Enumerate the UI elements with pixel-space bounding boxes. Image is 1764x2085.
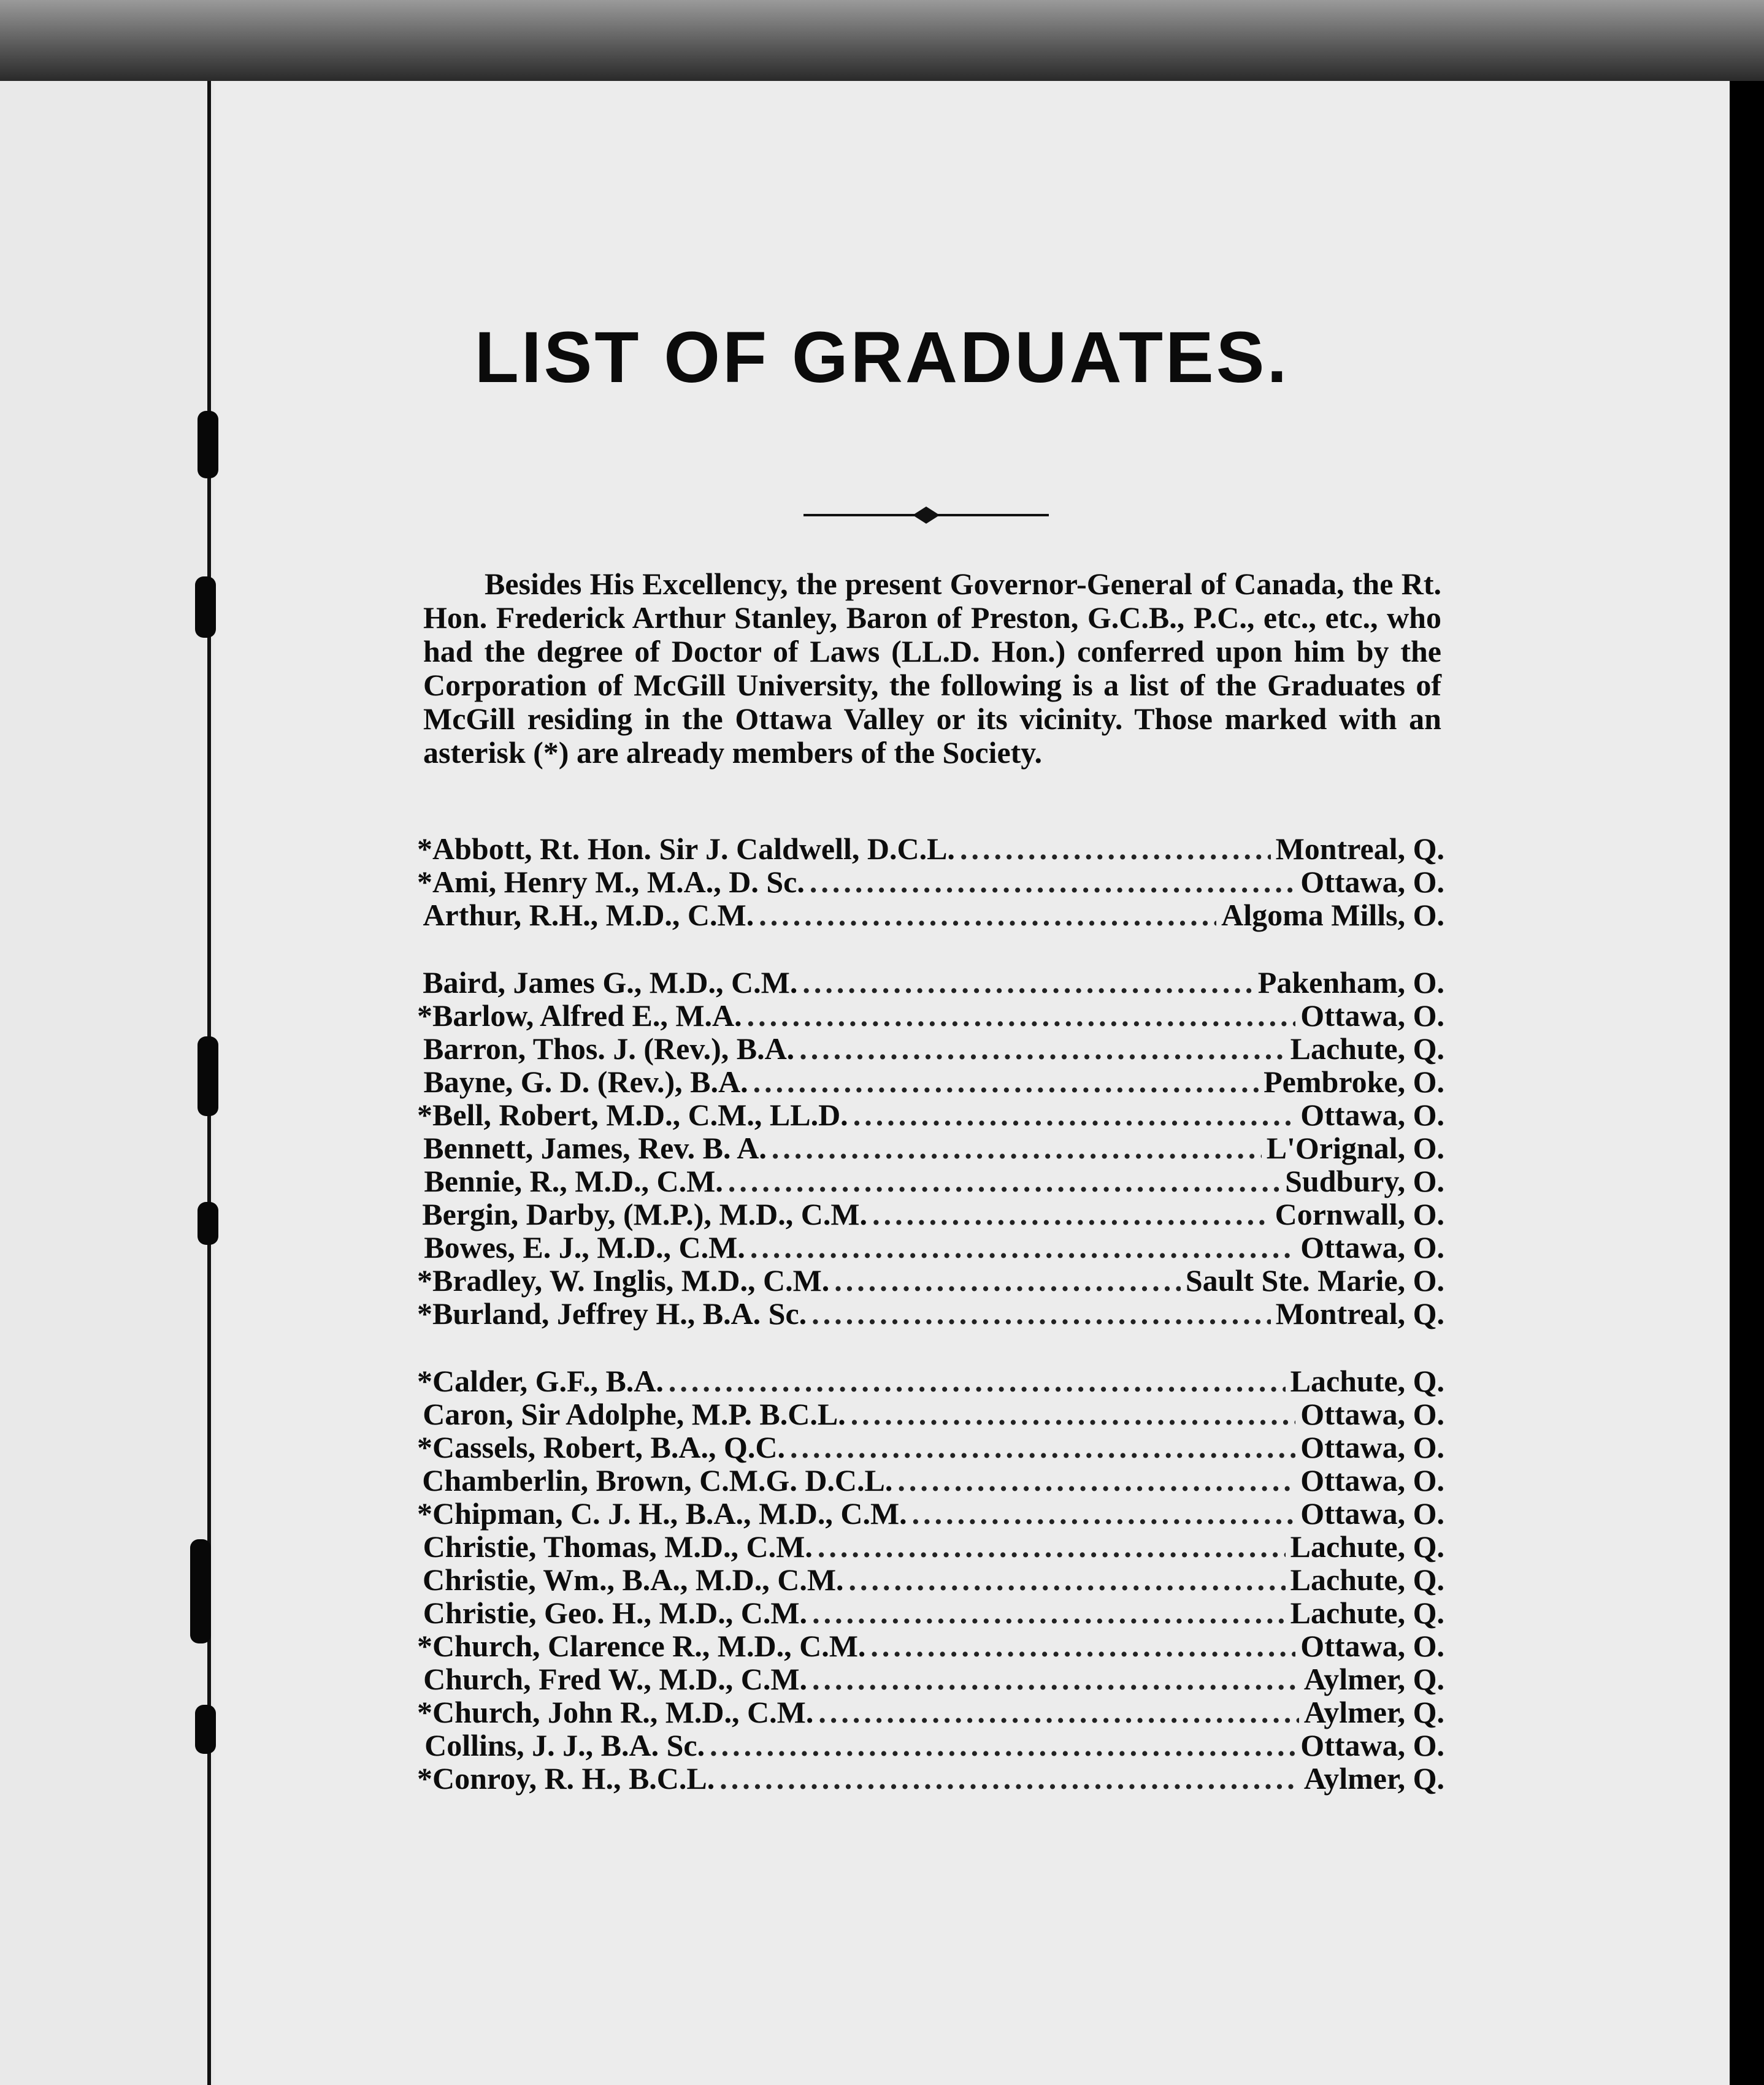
dot-leader (849, 1562, 1286, 1597)
dot-leader (853, 1097, 1296, 1133)
graduate-name: Caron, Sir Adolphe, M.P. B.C.L. (423, 1397, 846, 1431)
dot-leader (747, 998, 1296, 1033)
member-asterisk: * (417, 1761, 432, 1796)
member-asterisk: * (417, 865, 432, 899)
graduate-entry (417, 1496, 1444, 1529)
graduate-location: Aylmer, Q. (1303, 1695, 1444, 1729)
binding-mark (195, 1705, 216, 1754)
graduate-name: Bradley, W. Inglis, M.D., C.M. (432, 1263, 830, 1298)
member-asterisk: * (417, 1296, 432, 1331)
graduate-entry (417, 1529, 1444, 1562)
dot-leader (719, 1761, 1299, 1796)
graduate-entry (417, 1761, 1444, 1794)
graduate-location: Ottawa, O. (1300, 1397, 1444, 1431)
graduate-name: Barron, Thos. J. (Rev.), B.A. (423, 1031, 795, 1066)
graduate-location: Pembroke, O. (1264, 1065, 1444, 1099)
dot-leader (772, 1130, 1262, 1166)
dot-leader (870, 1628, 1295, 1664)
binding-mark (197, 411, 218, 478)
graduate-name: Chipman, C. J. H., B.A., M.D., C.M. (432, 1496, 907, 1531)
graduate-location: Sault Ste. Marie, O. (1185, 1263, 1444, 1298)
graduate-location: Ottawa, O. (1300, 1098, 1444, 1132)
dot-leader (811, 1296, 1270, 1331)
graduate-entry (417, 1163, 1444, 1196)
graduate-location: Cornwall, O. (1275, 1197, 1444, 1231)
graduate-entry (417, 1230, 1444, 1263)
graduate-entry (417, 897, 1444, 930)
graduate-name: Bayne, G. D. (Rev.), B.A. (423, 1065, 748, 1099)
dot-leader (960, 831, 1271, 867)
dot-leader (834, 1263, 1181, 1298)
graduate-location: Ottawa, O. (1300, 1230, 1444, 1264)
graduate-location: Ottawa, O. (1300, 865, 1444, 899)
graduate-name: Church, John R., M.D., C.M. (432, 1695, 814, 1729)
member-asterisk: * (417, 1430, 432, 1464)
member-asterisk: * (417, 832, 432, 866)
graduate-location: Ottawa, O. (1300, 1629, 1444, 1663)
graduate-entry (417, 831, 1444, 864)
graduate-location: Algoma Mills, O. (1221, 898, 1444, 932)
graduate-entry (417, 1661, 1444, 1694)
graduate-location: Sudbury, O. (1285, 1164, 1444, 1198)
graduate-name: Church, Clarence R., M.D., C.M. (432, 1629, 866, 1663)
graduate-entry (417, 1363, 1444, 1396)
graduate-entry (417, 1263, 1444, 1296)
graduate-entry (417, 1562, 1444, 1595)
graduate-location: Lachute, Q. (1290, 1031, 1444, 1066)
graduate-location: Lachute, Q. (1290, 1563, 1444, 1597)
graduate-location: Aylmer, Q. (1303, 1761, 1444, 1796)
graduate-name: Calder, G.F., B.A. (432, 1364, 664, 1398)
graduate-entry (417, 998, 1444, 1031)
dot-leader (897, 1463, 1295, 1498)
graduate-entry (417, 1628, 1444, 1661)
dot-leader (818, 1529, 1286, 1564)
graduate-name: Burland, Jeffrey H., B.A. Sc. (432, 1296, 807, 1331)
graduate-name: Barlow, Alfred E., M.A. (432, 998, 742, 1033)
graduate-entry (417, 1064, 1444, 1097)
page-title: LIST OF GRADUATES. (474, 317, 1290, 398)
dot-leader (753, 1064, 1259, 1100)
binding-mark (197, 1036, 218, 1116)
graduate-entry (417, 1727, 1444, 1761)
graduate-name: Church, Fred W., M.D., C.M. (423, 1662, 808, 1696)
graduate-name: Bergin, Darby, (M.P.), M.D., C.M. (422, 1197, 868, 1231)
dot-leader (759, 897, 1216, 933)
member-asterisk: * (417, 998, 432, 1033)
dot-leader (710, 1727, 1295, 1763)
graduate-location: Ottawa, O. (1300, 1496, 1444, 1531)
graduate-entry (417, 1595, 1444, 1628)
binding-mark (195, 576, 216, 638)
graduate-location: Lachute, Q. (1290, 1364, 1444, 1398)
graduate-location: L'Orignal, O. (1266, 1131, 1444, 1165)
graduate-entry (417, 1130, 1444, 1163)
member-asterisk: * (417, 1098, 432, 1132)
graduate-name: Christie, Wm., B.A., M.D., C.M. (423, 1563, 844, 1597)
graduate-name: Bennie, R., M.D., C.M. (424, 1164, 723, 1198)
graduate-location: Ottawa, O. (1300, 1728, 1444, 1762)
dot-leader (802, 965, 1252, 1000)
graduate-name: Abbott, Rt. Hon. Sir J. Caldwell, D.C.L. (432, 832, 955, 866)
graduate-location: Montreal, Q. (1275, 832, 1444, 866)
graduate-name: Cassels, Robert, B.A., Q.C. (432, 1430, 785, 1464)
title-ornament (803, 503, 1049, 527)
graduate-location: Lachute, Q. (1290, 1596, 1444, 1630)
graduate-entry (417, 965, 1444, 998)
graduate-name: Chamberlin, Brown, C.M.G. D.C.L. (422, 1463, 893, 1498)
graduate-name: Arthur, R.H., M.D., C.M. (423, 898, 754, 932)
graduate-name: Baird, James G., M.D., C.M. (423, 965, 798, 1000)
dot-leader (750, 1230, 1295, 1265)
graduate-location: Pakenham, O. (1257, 965, 1444, 1000)
graduate-entry (417, 1463, 1444, 1496)
dot-leader (799, 1031, 1285, 1066)
graduate-name: Bennett, James, Rev. B. A. (423, 1131, 767, 1165)
scan-top-strip (0, 0, 1764, 81)
dot-leader (810, 864, 1295, 900)
member-asterisk: * (417, 1629, 432, 1663)
dot-leader (818, 1694, 1299, 1730)
graduate-location: Lachute, Q. (1290, 1529, 1444, 1564)
dot-leader (669, 1363, 1286, 1399)
graduate-name: Christie, Thomas, M.D., C.M. (423, 1529, 813, 1564)
member-asterisk: * (417, 1263, 432, 1298)
intro-paragraph: Besides His Excellency, the present Governor-General of Canada, the Rt. Hon. Frederick Arthur Stanley, Baron of Preston, G.C.B., P.C., etc., etc., who had the degree of Doctor of Laws (LL.D. Hon.) conferred upon him by the Corporation of McGill University, the following is a list of the Graduates of McGill residing in the Ottawa Valley or its vicinity. Those marked with an asterisk (*) are already members of the Society. (423, 567, 1441, 770)
graduate-entry (417, 1097, 1444, 1130)
dot-leader (912, 1496, 1296, 1531)
dot-leader (851, 1396, 1296, 1432)
graduate-name: Conroy, R. H., B.C.L. (432, 1761, 715, 1796)
graduate-entry (417, 1396, 1444, 1429)
graduate-name: Bell, Robert, M.D., C.M., LL.D. (432, 1098, 848, 1132)
graduate-location: Montreal, Q. (1275, 1296, 1444, 1331)
graduate-entry (417, 1196, 1444, 1230)
dot-leader (790, 1429, 1295, 1465)
member-asterisk: * (417, 1496, 432, 1531)
dot-leader (812, 1595, 1286, 1631)
graduate-location: Ottawa, O. (1300, 998, 1444, 1033)
graduate-entry (417, 1694, 1444, 1727)
dot-leader (728, 1163, 1280, 1199)
dot-leader (812, 1661, 1299, 1697)
graduate-entry (417, 864, 1444, 897)
graduate-name: Collins, J. J., B.A. Sc. (424, 1728, 705, 1762)
binding-mark (197, 1202, 218, 1245)
graduate-location: Ottawa, O. (1300, 1430, 1444, 1464)
graduate-entry (417, 1429, 1444, 1463)
binding-mark (190, 1539, 211, 1643)
graduate-location: Ottawa, O. (1300, 1463, 1444, 1498)
graduate-name: Ami, Henry M., M.A., D. Sc. (432, 865, 805, 899)
graduate-location: Aylmer, Q. (1303, 1662, 1444, 1696)
graduate-entry (417, 1031, 1444, 1064)
member-asterisk: * (417, 1695, 432, 1729)
graduate-entry (417, 1296, 1444, 1329)
member-asterisk: * (417, 1364, 432, 1398)
graduate-name: Christie, Geo. H., M.D., C.M. (423, 1596, 808, 1630)
graduate-name: Bowes, E. J., M.D., C.M. (424, 1230, 745, 1264)
graduates-list (417, 831, 1444, 1794)
dot-leader (872, 1196, 1270, 1232)
